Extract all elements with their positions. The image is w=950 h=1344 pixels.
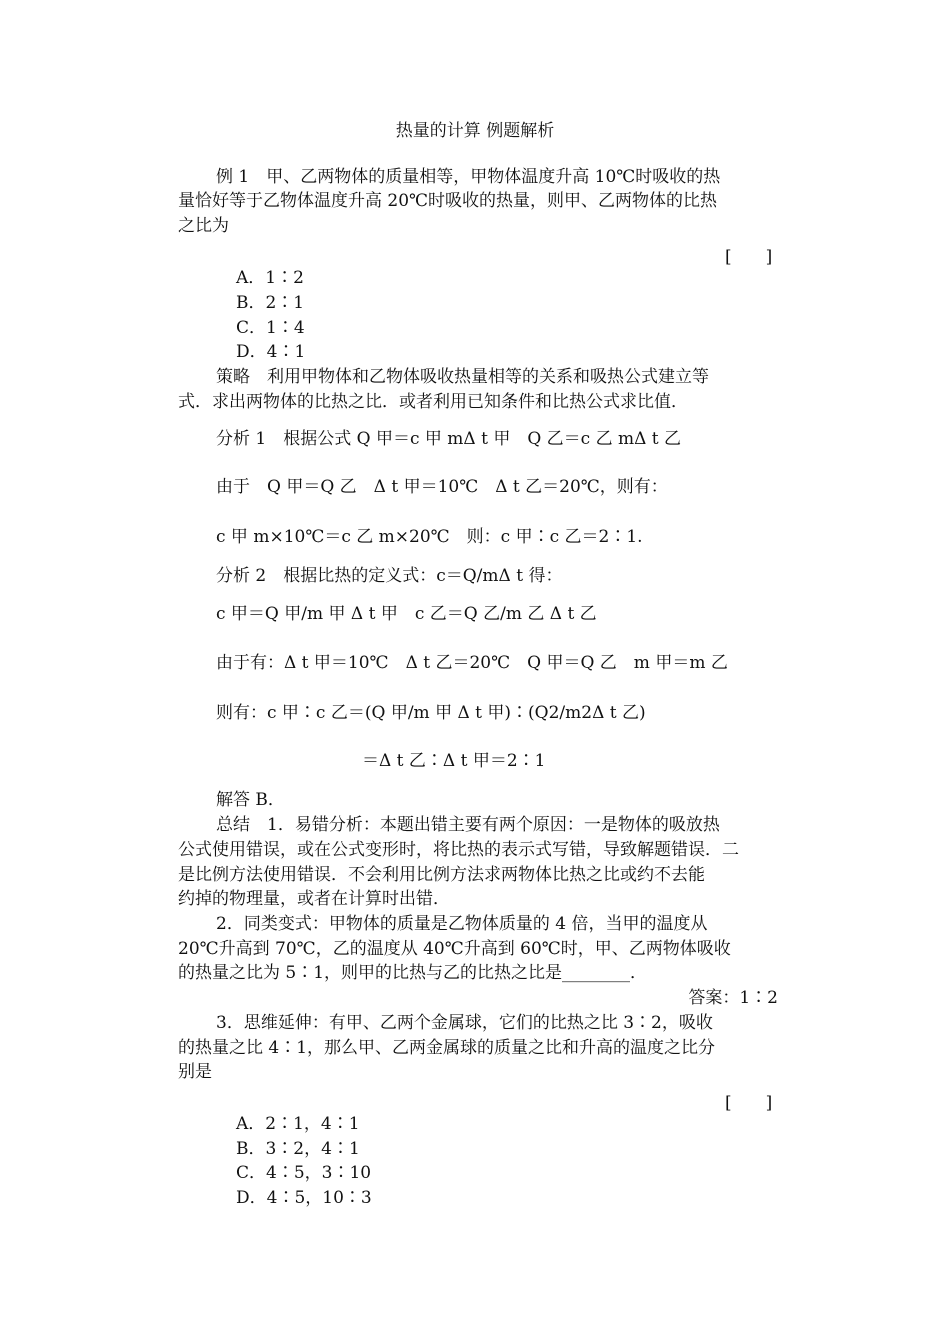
answer-bracket: [ ] (725, 247, 773, 267)
strategy-line2: 式．求出两物体的比热之比．或者利用已知条件和比热公式求比值． (178, 392, 688, 412)
analysis2-line5: ＝Δ t 乙∶Δ t 甲＝2∶1 (362, 751, 546, 771)
page-title: 热量的计算 例题解析 (395, 121, 555, 141)
variant-line1: 2．同类变式：甲物体的质量是乙物体质量的 4 倍，当甲的温度从 (216, 914, 708, 934)
summary-line4: 约掉的物理量，或者在计算时出错． (178, 889, 450, 909)
ext-option-a: A．2∶1，4∶1 (236, 1114, 360, 1134)
variant-answer: 答案：1∶2 (688, 988, 778, 1008)
analysis2-line1: 分析 2 根据比热的定义式：c＝Q/mΔ t 得： (216, 566, 563, 586)
option-a: A．1∶2 (236, 268, 304, 288)
analysis2-line2: c 甲＝Q 甲/m 甲 Δ t 甲 c 乙＝Q 乙/m 乙 Δ t 乙 (216, 604, 597, 624)
solution-answer: 解答 B． (216, 790, 285, 810)
analysis2-line3: 由于有：Δ t 甲＝10℃ Δ t 乙＝20℃ Q 甲＝Q 乙 m 甲＝m 乙 (216, 653, 728, 673)
ext-option-c: C．4∶5，3∶10 (236, 1163, 372, 1183)
summary-line3: 是比例方法使用错误．不会利用比例方法求两物体比热之比或约不去能 (178, 865, 705, 885)
answer-bracket-2: [ ] (725, 1093, 773, 1113)
extension-line2: 的热量之比 4∶1，那么甲、乙两金属球的质量之比和升高的温度之比分 (178, 1038, 716, 1058)
option-d: D．4∶1 (236, 342, 306, 362)
ext-option-b: B．3∶2，4∶1 (236, 1139, 360, 1159)
analysis2-line4: 则有：c 甲∶c 乙＝(Q 甲/m 甲 Δ t 甲)∶(Q2/m2Δ t 乙) (216, 703, 646, 723)
example1-line1: 例 1 甲、乙两物体的质量相等，甲物体温度升高 10℃时吸收的热 (216, 167, 721, 187)
strategy-line1: 策略 利用甲物体和乙物体吸收热量相等的关系和吸热公式建立等 (216, 367, 709, 387)
variant-line2: 20℃升高到 70℃，乙的温度从 40℃升高到 60℃时，甲、乙两物体吸收 (178, 939, 731, 959)
extension-line1: 3．思维延伸：有甲、乙两个金属球，它们的比热之比 3∶2，吸收 (216, 1013, 713, 1033)
extension-line3: 别是 (178, 1062, 212, 1082)
example1-line3: 之比为 (178, 216, 229, 236)
summary-line1: 总结 1．易错分析：本题出错主要有两个原因：一是物体的吸放热 (216, 815, 720, 835)
analysis1-line3: c 甲 m×10℃＝c 乙 m×20℃ 则：c 甲∶c 乙＝2∶1. (216, 527, 643, 547)
analysis1-line1: 分析 1 根据公式 Q 甲＝c 甲 mΔ t 甲 Q 乙＝c 乙 mΔ t 乙 (216, 429, 682, 449)
ext-option-d: D．4∶5，10∶3 (236, 1188, 372, 1208)
analysis1-line2: 由于 Q 甲＝Q 乙 Δ t 甲＝10℃ Δ t 乙＝20℃，则有： (216, 477, 668, 497)
example1-line2: 量恰好等于乙物体温度升高 20℃时吸收的热量，则甲、乙两物体的比热 (178, 191, 718, 211)
variant-line3: 的热量之比为 5∶1，则甲的比热与乙的比热之比是________． (178, 963, 648, 983)
option-b: B．2∶1 (236, 293, 305, 313)
option-c: C．1∶4 (236, 318, 305, 338)
summary-line2: 公式使用错误，或在公式变形时，将比热的表示式写错，导致解题错误．二 (178, 840, 739, 860)
